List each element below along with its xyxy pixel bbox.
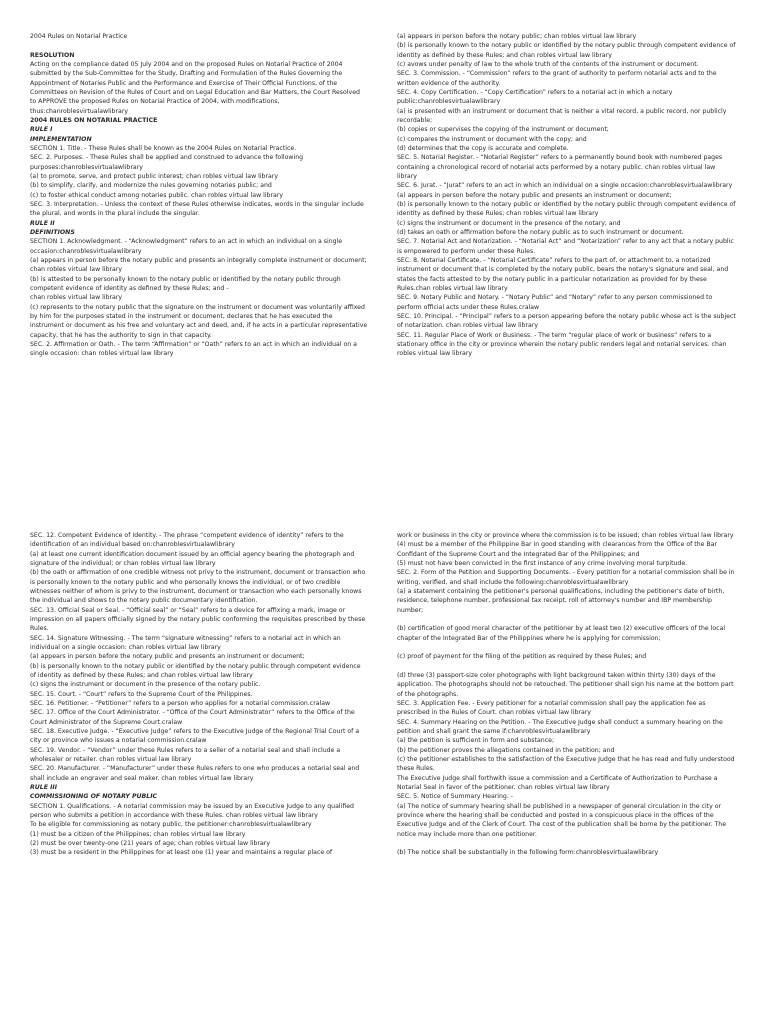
paragraph: (a) at least one current identification document issued by an official agency bearing the photograph and signature of the individual; or chan robles virtual law library (30, 550, 355, 567)
paragraph: (2) must be over twenty-one (21) years of age; chan robles virtual law library (30, 839, 270, 847)
heading: COMMISSIONING OF NOTARY PUBLIC (30, 793, 158, 801)
paragraph: SEC. 19. Vendor. - “Vendor” under these Rules refers to a seller of a notarial seal and shall include a wholesaler or retailer. chan robles virtual law library (30, 746, 341, 763)
paragraph: (b) The notice shall be substantially in the following form:chanroblesvirtualawlibrary (397, 849, 659, 857)
paragraph: chan robles virtual law library (30, 294, 123, 302)
paragraph: SECTION 1. Acknowledgment. - “Acknowledgment” refers to an act in which an individual on a single occasion:chanroblesvirtualawlibrary (30, 238, 343, 255)
paragraph: SEC. 15. Court. - “Court” refers to the Supreme Court of the Philippines. (30, 690, 253, 698)
paragraph: SEC. 5. Notarial Register. - “Notarial Register” refers to a permanently bound book with numbered pages containing a chronological record of notarial acts performed by a notary public. chan robles virtual law library (397, 154, 723, 180)
paragraph: 2004 Rules on Notarial Practice (30, 33, 128, 40)
paragraph: (a) to promote, serve, and protect public interest; chan robles virtual law library (30, 172, 279, 180)
paragraph: SEC. 9. Notary Public and Notary. - “Notary Public” and “Notary” refer to any person commissioned to perform official acts under these Rules.cralaw (397, 294, 713, 311)
paragraph: SEC. 3. Interpretation. - Unless the context of these Rules otherwise indicates, words in the singular include the plural, and words in the plural include the singular. (30, 200, 364, 218)
page-2-left-column (30, 531, 368, 1011)
heading: RESOLUTION (30, 51, 75, 59)
paragraph: SEC. 4. Summary Hearing on the Petition. - The Executive Judge shall conduct a summary hearing on the petition and shall grant the same if:chanroblesvirtualawlibrary (397, 718, 723, 735)
paragraph: (c) signs the instrument or document in the presence of the notary public. (30, 681, 261, 689)
paragraph: SEC. 7. Notarial Act and Notarization. - “Notarial Act” and “Notarization” refer to any act that a notary public is empowered to perform under these Rules. (397, 238, 734, 255)
paragraph: (a) the petition is sufficient in form and substance; (397, 737, 555, 745)
paragraph: SEC. 14. Signature Witnessing. - The term “signature witnessing” refers to a notarial act in which an individual on a single occasion: chan robles virtual law library (30, 634, 341, 651)
heading: RULE I (30, 126, 53, 134)
paragraph: (b) the oath or affirmation of one credible witness not privy to the instrument, document or transaction who is personally known to the notary public and who personally knows the individual, or of two credible witnesses neither of whom is privy to the instrument, document or transaction who each personally knows the individual and shows to the notary public documentary identification. (30, 569, 366, 605)
paragraph: The Executive Judge shall forthwith issue a commission and a Certificate of Authorization to Purchase a Notarial Seal in favor of the petitioner. chan robles virtual law library (397, 774, 718, 791)
paragraph: Acting on the compliance dated 05 July 2004 and on the proposed Rules on Notarial Practice of 2004 submitted by the Sub-Committee for the Study, Drafting and Formulation of the Rules Governing the Appointment of Notaries Public and the Performance and Exercise of Their Official Functions, of the Committees on Revision of the Rules of Court and on Legal Education and Bar Matters, the Court Resolved to APPROVE the proposed Rules on Notarial Practice of 2004, with modifications, thus:chanroblesvirtualawlibrary (30, 60, 360, 115)
paragraph: (c) to foster ethical conduct among notaries public. chan robles virtual law library (30, 191, 284, 199)
page-1-right-column (397, 32, 737, 472)
paragraph: (d) three (3) passport-size color photographs with light background taken within thirty (30) days of the application. The photographs should not be retouched. The petitioner shall sign his name at the bottom part of the photographs. (397, 671, 734, 698)
paragraph: (4) must be a member of the Philippine Bar in good standing with clearances from the Office of the Bar Confidant of the Supreme Court and the Integrated Bar of the Philippines; and (397, 541, 717, 558)
page-2-right-column (397, 531, 737, 1011)
paragraph: (b) the petitioner proves the allegations contained in the petition; and (397, 746, 615, 754)
paragraph: (5) must not have been convicted in the first instance of any crime involving moral turpitude. (397, 559, 688, 567)
paragraph: (b) is attested to be personally known to the notary public or identified by the notary public through competent evidence of identity as defined by these Rules; and - (30, 275, 341, 292)
paragraph: (1) must be a citizen of the Philippines; chan robles virtual law library (30, 830, 246, 838)
paragraph: SECTION 1. Title. - These Rules shall be known as the 2004 Rules on Notarial Practice. (30, 144, 297, 152)
paragraph: SEC. 8. Notarial Certificate. - “Notarial Certificate” refers to the part of, or attachment to, a notarized instrument or document that is completed by the notary public, bears the notary's signature and seal, and states the facts attested to by the notary public in a particular notarization as provided for by these Rules.chan robles virtual law library (397, 256, 729, 292)
paragraph: (a) is presented with an instrument or document that is neither a vital record, a public record, nor publicly recordable; (397, 107, 727, 124)
paragraph: SEC. 18. Executive Judge. - “Executive Judge” refers to the Executive Judge of the Regional Trial Court of a city or province who issues a notarial commission.cralaw (30, 727, 360, 745)
paragraph: (c) avows under penalty of law to the whole truth of the contents of the instrument or document. (397, 60, 699, 68)
paragraph: To be eligible for commissioning as notary public, the petitioner:chanroblesvirtualawlibrary (30, 821, 312, 829)
paragraph: SEC. 17. Office of the Court Administrator. - “Office of the Court Administrator” refers to the Office of the Court Administrator of the Supreme Court.cralaw (30, 709, 355, 726)
paragraph: SEC. 11. Regular Place of Work or Business. - The term “regular place of work or business” refers to a stationary office in the city or province wherein the notary public renders legal and notarial services. chan robles virtual law library (397, 331, 727, 358)
paragraph: (c) represents to the notary public that the signature on the instrument or document was voluntarily affixed by him for the purposes stated in the instrument or document, declares that he has executed the instrument or document as his free and voluntary act and deed, and, if he acts in a particular representative capacity, that he has the authority to sign in that capacity. (30, 303, 368, 339)
page-1-left-column (30, 32, 368, 472)
paragraph: (a) a statement containing the petitioner's personal qualifications, including the petitioner's date of birth, residence, telephone number, professional tax receipt, roll of attorney's number and IBP membership number; (397, 587, 725, 614)
paragraph: (c) proof of payment for the filing of the petition as required by these Rules; and (397, 653, 647, 661)
heading: IMPLEMENTATION (30, 135, 92, 143)
paragraph: (b) is personally known to the notary public or identified by the notary public through competent evidence of identity as defined by these Rules; chan robles virtual law library (397, 200, 736, 218)
paragraph: SEC. 3. Application Fee. - Every petitioner for a notarial commission shall pay the application fee as prescribed in the Rules of Court. chan robles virtual law library (397, 699, 706, 717)
heading: 2004 RULES ON NOTARIAL PRACTICE (30, 116, 158, 124)
paragraph: (b) certification of good moral character of the petitioner by at least two (2) executive officers of the local chapter of the Integrated Bar of the Philippines where he is applying for commission; (397, 625, 726, 642)
paragraph: (d) determines that the copy is accurate and complete. (397, 144, 569, 152)
blank-line (397, 615, 737, 624)
paragraph: (a) appears in person before the notary public and presents an integrally complete instrument or document; (30, 256, 367, 264)
paragraph: (b) to simplify, clarify, and modernize the rules governing notaries public; and (30, 182, 272, 190)
paragraph: SEC. 3. Commission. - “Commission” refers to the grant of authority to perform notarial acts and to the written evidence of the authority. (397, 70, 717, 87)
paragraph: (d) takes an oath or affirmation before the notary public as to such instrument or document. (397, 228, 684, 236)
paragraph: SEC. 10. Principal. - “Principal” refers to a person appearing before the notary public whose act is the subject of notarization. chan robles virtual law library (397, 312, 736, 330)
paragraph: (a) appears in person before the notary public; chan robles virtual law library (397, 33, 637, 40)
paragraph: (c) signs the instrument or document in the presence of the notary; and (397, 219, 621, 227)
paragraph: (a) The notice of summary hearing shall be published in a newspaper of general circulation in the city or province where the hearing shall be conducted and posted in a conspicuous place in the offices of the Executive Judge and of the Clerk of Court. The cost of the publication shall be borne by the petitioner. The notice may include more than one petitioner. (397, 802, 727, 838)
blank-line (397, 643, 737, 652)
paragraph: SEC. 4. Copy Certification. - “Copy Certification” refers to a notarial act in which a notary public:chanroblesvirtualawlibrary (397, 88, 673, 106)
paragraph: (b) is personally known to the notary public or identified by the notary public through competent evidence of identity as defined by these Rules; and chan robles virtual law library (30, 662, 361, 679)
paragraph: (b) is personally known to the notary public or identified by the notary public through competent evidence of identity as defined by these Rules; and chan robles virtual law library (397, 42, 736, 59)
blank-line (397, 839, 737, 848)
paragraph: chan robles virtual law library (30, 266, 123, 274)
paragraph: (c) the petitioner establishes to the satisfaction of the Executive Judge that he has read and fully understood these Rules. (397, 755, 735, 773)
paragraph: (c) compares the instrument or document with the copy; and (397, 135, 587, 143)
paragraph: SEC. 20. Manufacturer. - “Manufacturer” under these Rules refers to one who produces a notarial seal and shall include an engraver and seal maker. chan robles virtual law library (30, 765, 360, 782)
paragraph: SEC. 2. Form of the Petition and Supporting Documents. - Every petition for a notarial commission shall be in writing, verified, and shall include the following:chanroblesvirtualawlibrary (397, 569, 735, 586)
paragraph: SEC. 5. Notice of Summary Hearing. - (397, 793, 514, 801)
paragraph: SEC. 2. Purposes. - These Rules shall be applied and construed to advance the following purposes:chanroblesvirtualawlibrary (30, 154, 304, 171)
paragraph: (a) appears in person before the notary public and presents an instrument or document; (30, 653, 305, 661)
heading: RULE III (30, 783, 58, 791)
paragraph: SEC. 12. Competent Evidence of Identity. - The phrase “competent evidence of identity” refers to the identification of an individual based on:chanroblesvirtualawlibrary (30, 532, 344, 549)
paragraph: (b) copies or supervises the copying of the instrument or document; (397, 126, 609, 134)
heading: RULE II (30, 219, 55, 227)
paragraph: SEC. 13. Official Seal or Seal. - “Official seal” or “Seal” refers to a device for affixing a mark, image or impression on all papers officially signed by the notary public conforming the requisites prescribed by these Rules. (30, 606, 366, 633)
paragraph: SEC. 2. Affirmation or Oath. - The term “Affirmation” or “Oath” refers to an act in which an individual on a single occasion: chan robles virtual law library (30, 340, 357, 358)
paragraph: work or business in the city or province where the commission is to be issued; chan robles virtual law library (397, 532, 734, 539)
paragraph: (a) appears in person before the notary public and presents an instrument or document; (397, 191, 672, 199)
paragraph: SEC. 16. Petitioner. - “Petitioner” refers to a person who applies for a notarial commission.cralaw (30, 699, 331, 707)
paragraph: (3) must be a resident in the Philippines for at least one (1) year and maintains a regular place of (30, 849, 333, 857)
blank-line (30, 41, 368, 50)
paragraph: SEC. 6. Jurat. - “Jurat” refers to an act in which an individual on a single occasion:chanroblesvirtualawlibrary (397, 182, 733, 190)
paragraph: SECTION 1. Qualifications. - A notarial commission may be issued by an Executive Judge to any qualified person who submits a petition in accordance with these Rules. chan robles virtual law library (30, 802, 354, 819)
blank-line (397, 662, 737, 671)
heading: DEFINITIONS (30, 228, 75, 236)
